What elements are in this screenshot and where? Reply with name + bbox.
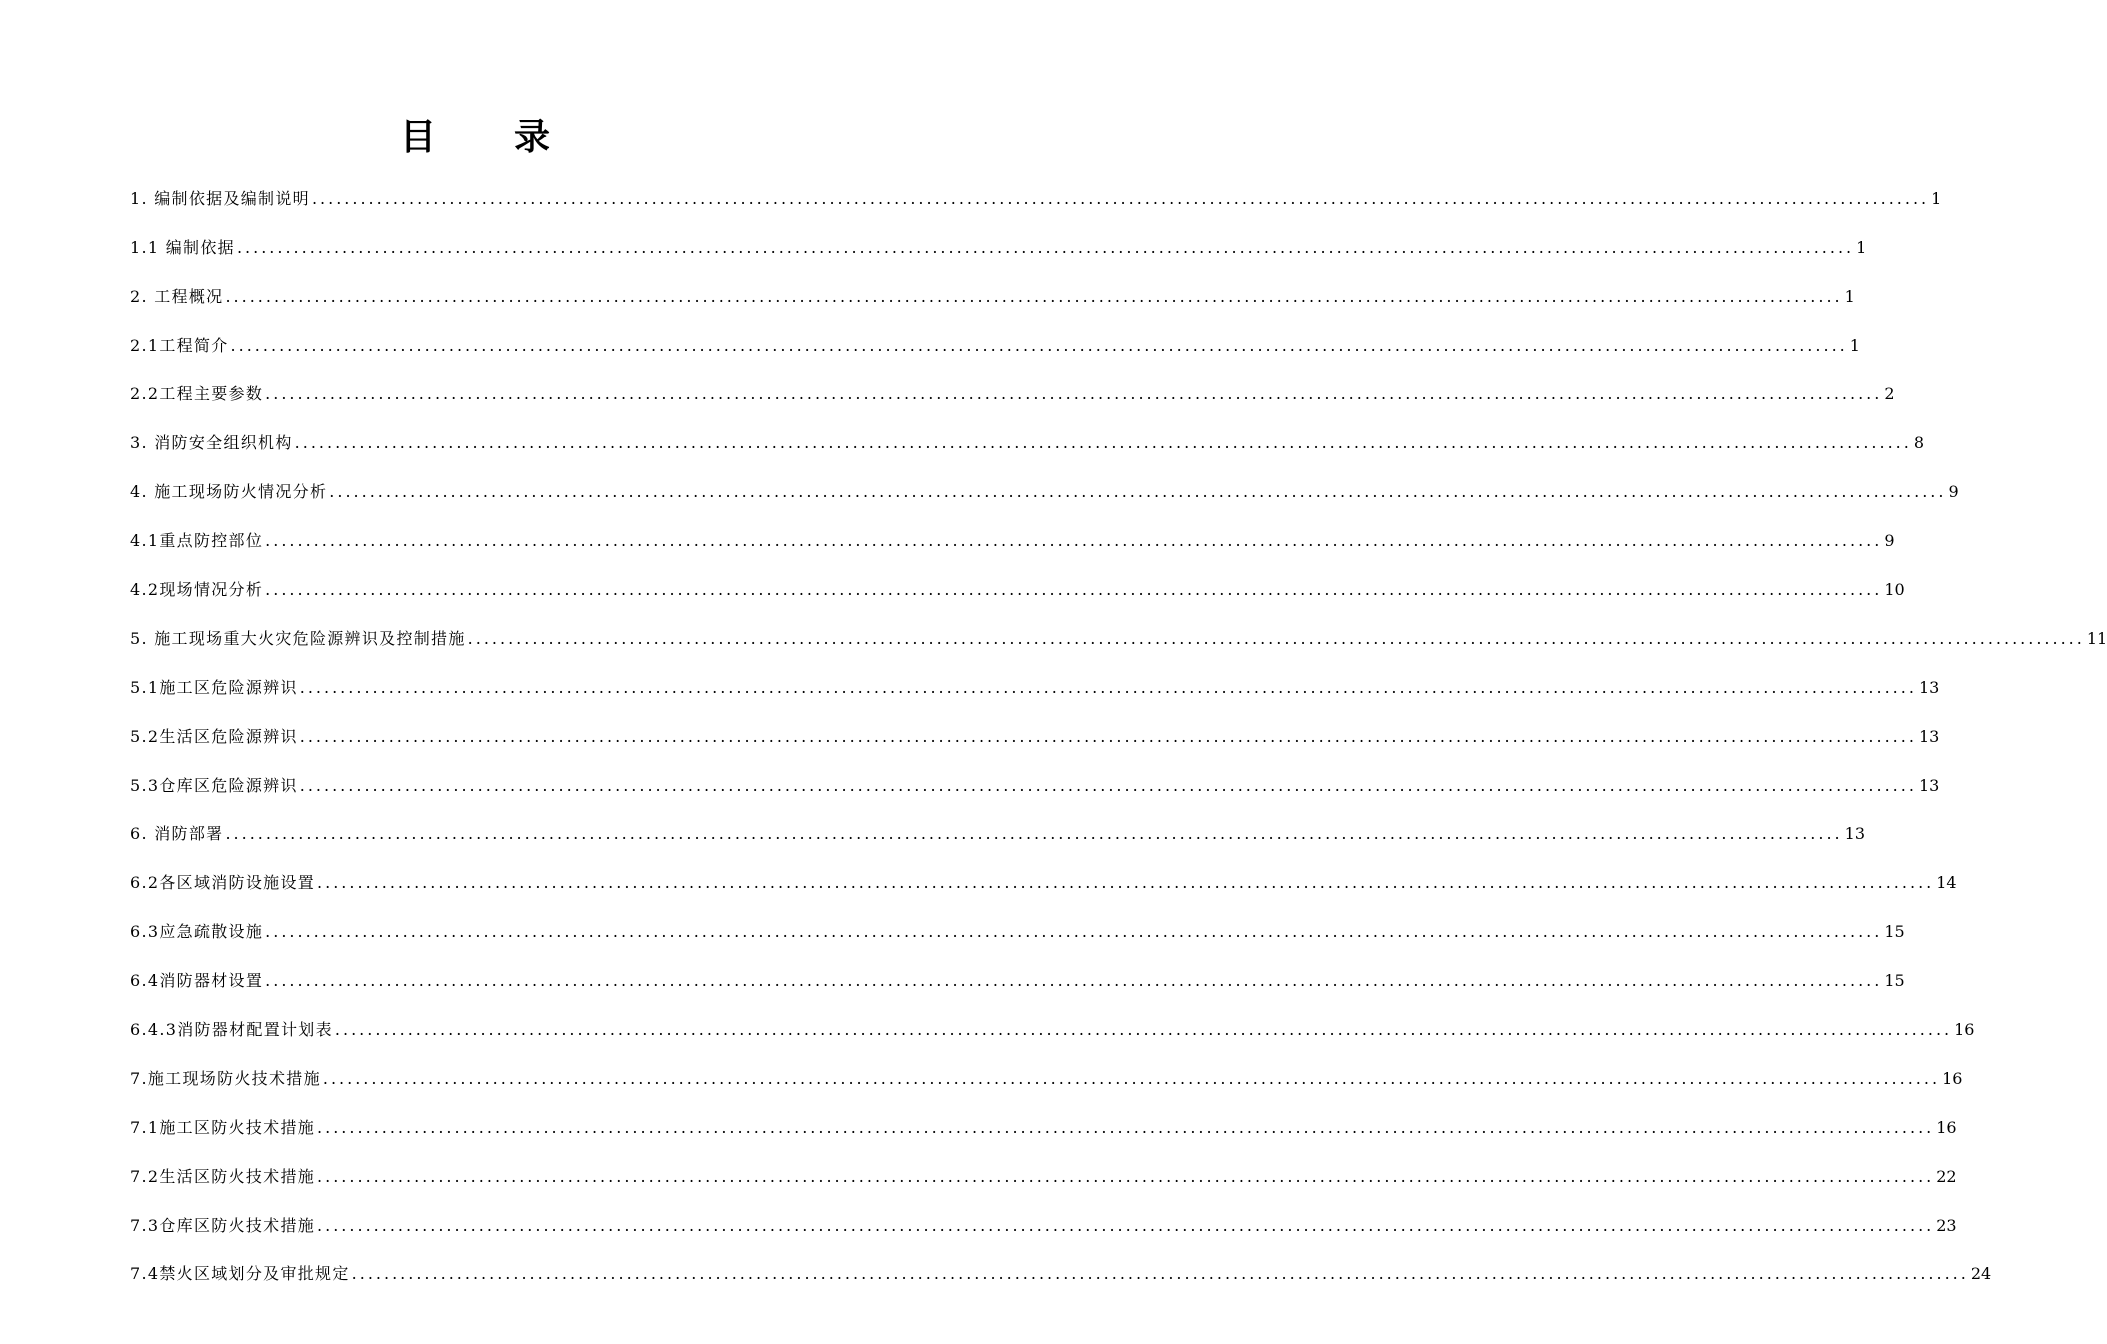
toc-entry-label: 6. 消防部署 [130,824,224,844]
table-of-contents [130,160,2107,1284]
toc-dot-leader: ........................................................................................................................................................................................................ [317,873,1935,893]
toc-page-number: 16 [1936,1117,1957,1137]
toc-dot-leader: ........................................................................................................................................................................................................ [230,335,1848,355]
toc-page-number: 10 [1884,580,1905,600]
toc-entry[interactable] [130,453,1959,502]
toc-dot-leader: ........................................................................................................................................................................................................ [311,188,1930,208]
toc-entry[interactable] [130,942,1905,991]
toc-entry-label: 7.施工现场防火技术措施 [130,1068,321,1088]
toc-entry-label: 7.4禁火区域划分及审批规定 [130,1264,350,1284]
toc-entry-label: 4. 施工现场防火情况分析 [130,482,328,502]
toc-entry[interactable] [130,209,1867,258]
toc-dot-leader: ........................................................................................................................................................................................................ [265,922,1883,942]
toc-entry[interactable] [130,1236,1992,1285]
toc-entry[interactable] [130,844,1957,893]
toc-entry[interactable] [130,649,1940,698]
toc-entry[interactable] [130,1040,1963,1089]
toc-dot-leader: ........................................................................................................................................................................................................ [317,1166,1935,1186]
toc-page-number: 9 [1884,531,1895,551]
toc-page-number: 9 [1948,482,1959,502]
toc-entry[interactable] [130,502,1895,551]
toc-page-number: 15 [1884,971,1905,991]
toc-page-number: 23 [1936,1215,1957,1235]
toc-entry-label: 2. 工程概况 [130,286,224,306]
toc-page-number: 1 [1849,335,1860,355]
toc-dot-leader: ........................................................................................................................................................................................................ [467,628,2085,648]
toc-entry-label: 7.1施工区防火技术措施 [130,1117,316,1137]
toc-entry-label: 5.3仓库区危险源辨识 [130,775,298,795]
toc-entry[interactable] [130,1138,1957,1187]
toc-entry[interactable] [130,893,1905,942]
toc-page-number: 1 [1844,286,1855,306]
toc-title: 目录 [399,117,628,158]
toc-page-number: 1 [1931,188,1942,208]
toc-dot-leader: ........................................................................................................................................................................................................ [317,1215,1935,1235]
toc-entry-label: 6.2各区域消防设施设置 [130,873,316,893]
toc-entry-label: 2.1工程简介 [130,335,229,355]
toc-entry-label: 7.3仓库区防火技术措施 [130,1215,316,1235]
toc-page-number: 13 [1844,824,1865,844]
toc-entry[interactable] [130,698,1940,747]
toc-page-number: 22 [1936,1166,1957,1186]
toc-dot-leader: ........................................................................................................................................................................................................ [265,580,1883,600]
toc-dot-leader: ........................................................................................................................................................................................................ [299,726,1917,746]
toc-entry-label: 4.2现场情况分析 [130,580,264,600]
toc-entry-label: 6.4消防器材设置 [130,971,264,991]
toc-entry-label: 5.1施工区危险源辨识 [130,677,298,697]
toc-entry[interactable] [130,307,1860,356]
toc-dot-leader: ........................................................................................................................................................................................................ [265,971,1883,991]
toc-page-number: 15 [1884,922,1905,942]
toc-entry[interactable] [130,160,1942,209]
toc-entry[interactable] [130,356,1895,405]
toc-entry[interactable] [130,991,1975,1040]
toc-dot-leader: ........................................................................................................................................................................................................ [329,482,1947,502]
toc-page-number: 16 [1954,1020,1975,1040]
toc-page-number: 2 [1884,384,1895,404]
toc-page-number: 16 [1942,1068,1963,1088]
toc-dot-leader: ........................................................................................................................................................................................................ [334,1020,1953,1040]
toc-page-number: 1 [1856,237,1867,257]
toc-dot-leader: ........................................................................................................................................................................................................ [225,286,1843,306]
toc-dot-leader: ........................................................................................................................................................................................................ [322,1068,1941,1088]
toc-dot-leader: ........................................................................................................................................................................................................ [299,775,1917,795]
toc-page-number: 8 [1913,433,1925,453]
toc-entry[interactable] [130,796,1865,845]
toc-entry[interactable] [130,258,1855,307]
toc-entry-label: 5.2生活区危险源辨识 [130,726,298,746]
toc-entry-label: 6.3应急疏散设施 [130,922,264,942]
toc-entry-label: 7.2生活区防火技术措施 [130,1166,316,1186]
toc-entry[interactable] [130,1187,1957,1236]
toc-page-number: 13 [1918,726,1940,746]
toc-page-number: 13 [1918,677,1940,697]
toc-entry-label: 1.1 编制依据 [130,237,235,257]
toc-page-number: 13 [1918,775,1940,795]
toc-entry-label: 2.2工程主要参数 [130,384,264,404]
toc-entry-label: 5. 施工现场重大火灾危险源辨识及控制措施 [130,628,466,648]
toc-entry-label: 3. 消防安全组织机构 [130,433,293,453]
toc-dot-leader: ........................................................................................................................................................................................................ [265,384,1883,404]
toc-dot-leader: ........................................................................................................................................................................................................ [299,677,1917,697]
toc-dot-leader: ........................................................................................................................................................................................................ [351,1264,1969,1284]
toc-page-number: 24 [1970,1264,1992,1284]
toc-entry[interactable] [130,551,1905,600]
toc-entry[interactable] [130,747,1940,796]
toc-entry[interactable] [130,1089,1957,1138]
toc-dot-leader: ........................................................................................................................................................................................................ [236,237,1855,257]
toc-page-number: 11 [2086,628,2107,648]
toc-entry[interactable] [130,600,2107,649]
toc-dot-leader: ........................................................................................................................................................................................................ [265,531,1883,551]
toc-entry-label: 6.4.3消防器材配置计划表 [130,1020,333,1040]
toc-dot-leader: ........................................................................................................................................................................................................ [225,824,1843,844]
toc-entry-label: 1. 编制依据及编制说明 [130,188,310,208]
toc-dot-leader: ........................................................................................................................................................................................................ [317,1117,1935,1137]
toc-entry-label: 4.1重点防控部位 [130,531,264,551]
toc-entry[interactable] [130,404,1925,453]
toc-dot-leader: ........................................................................................................................................................................................................ [294,433,1912,453]
toc-page-number: 14 [1936,873,1957,893]
